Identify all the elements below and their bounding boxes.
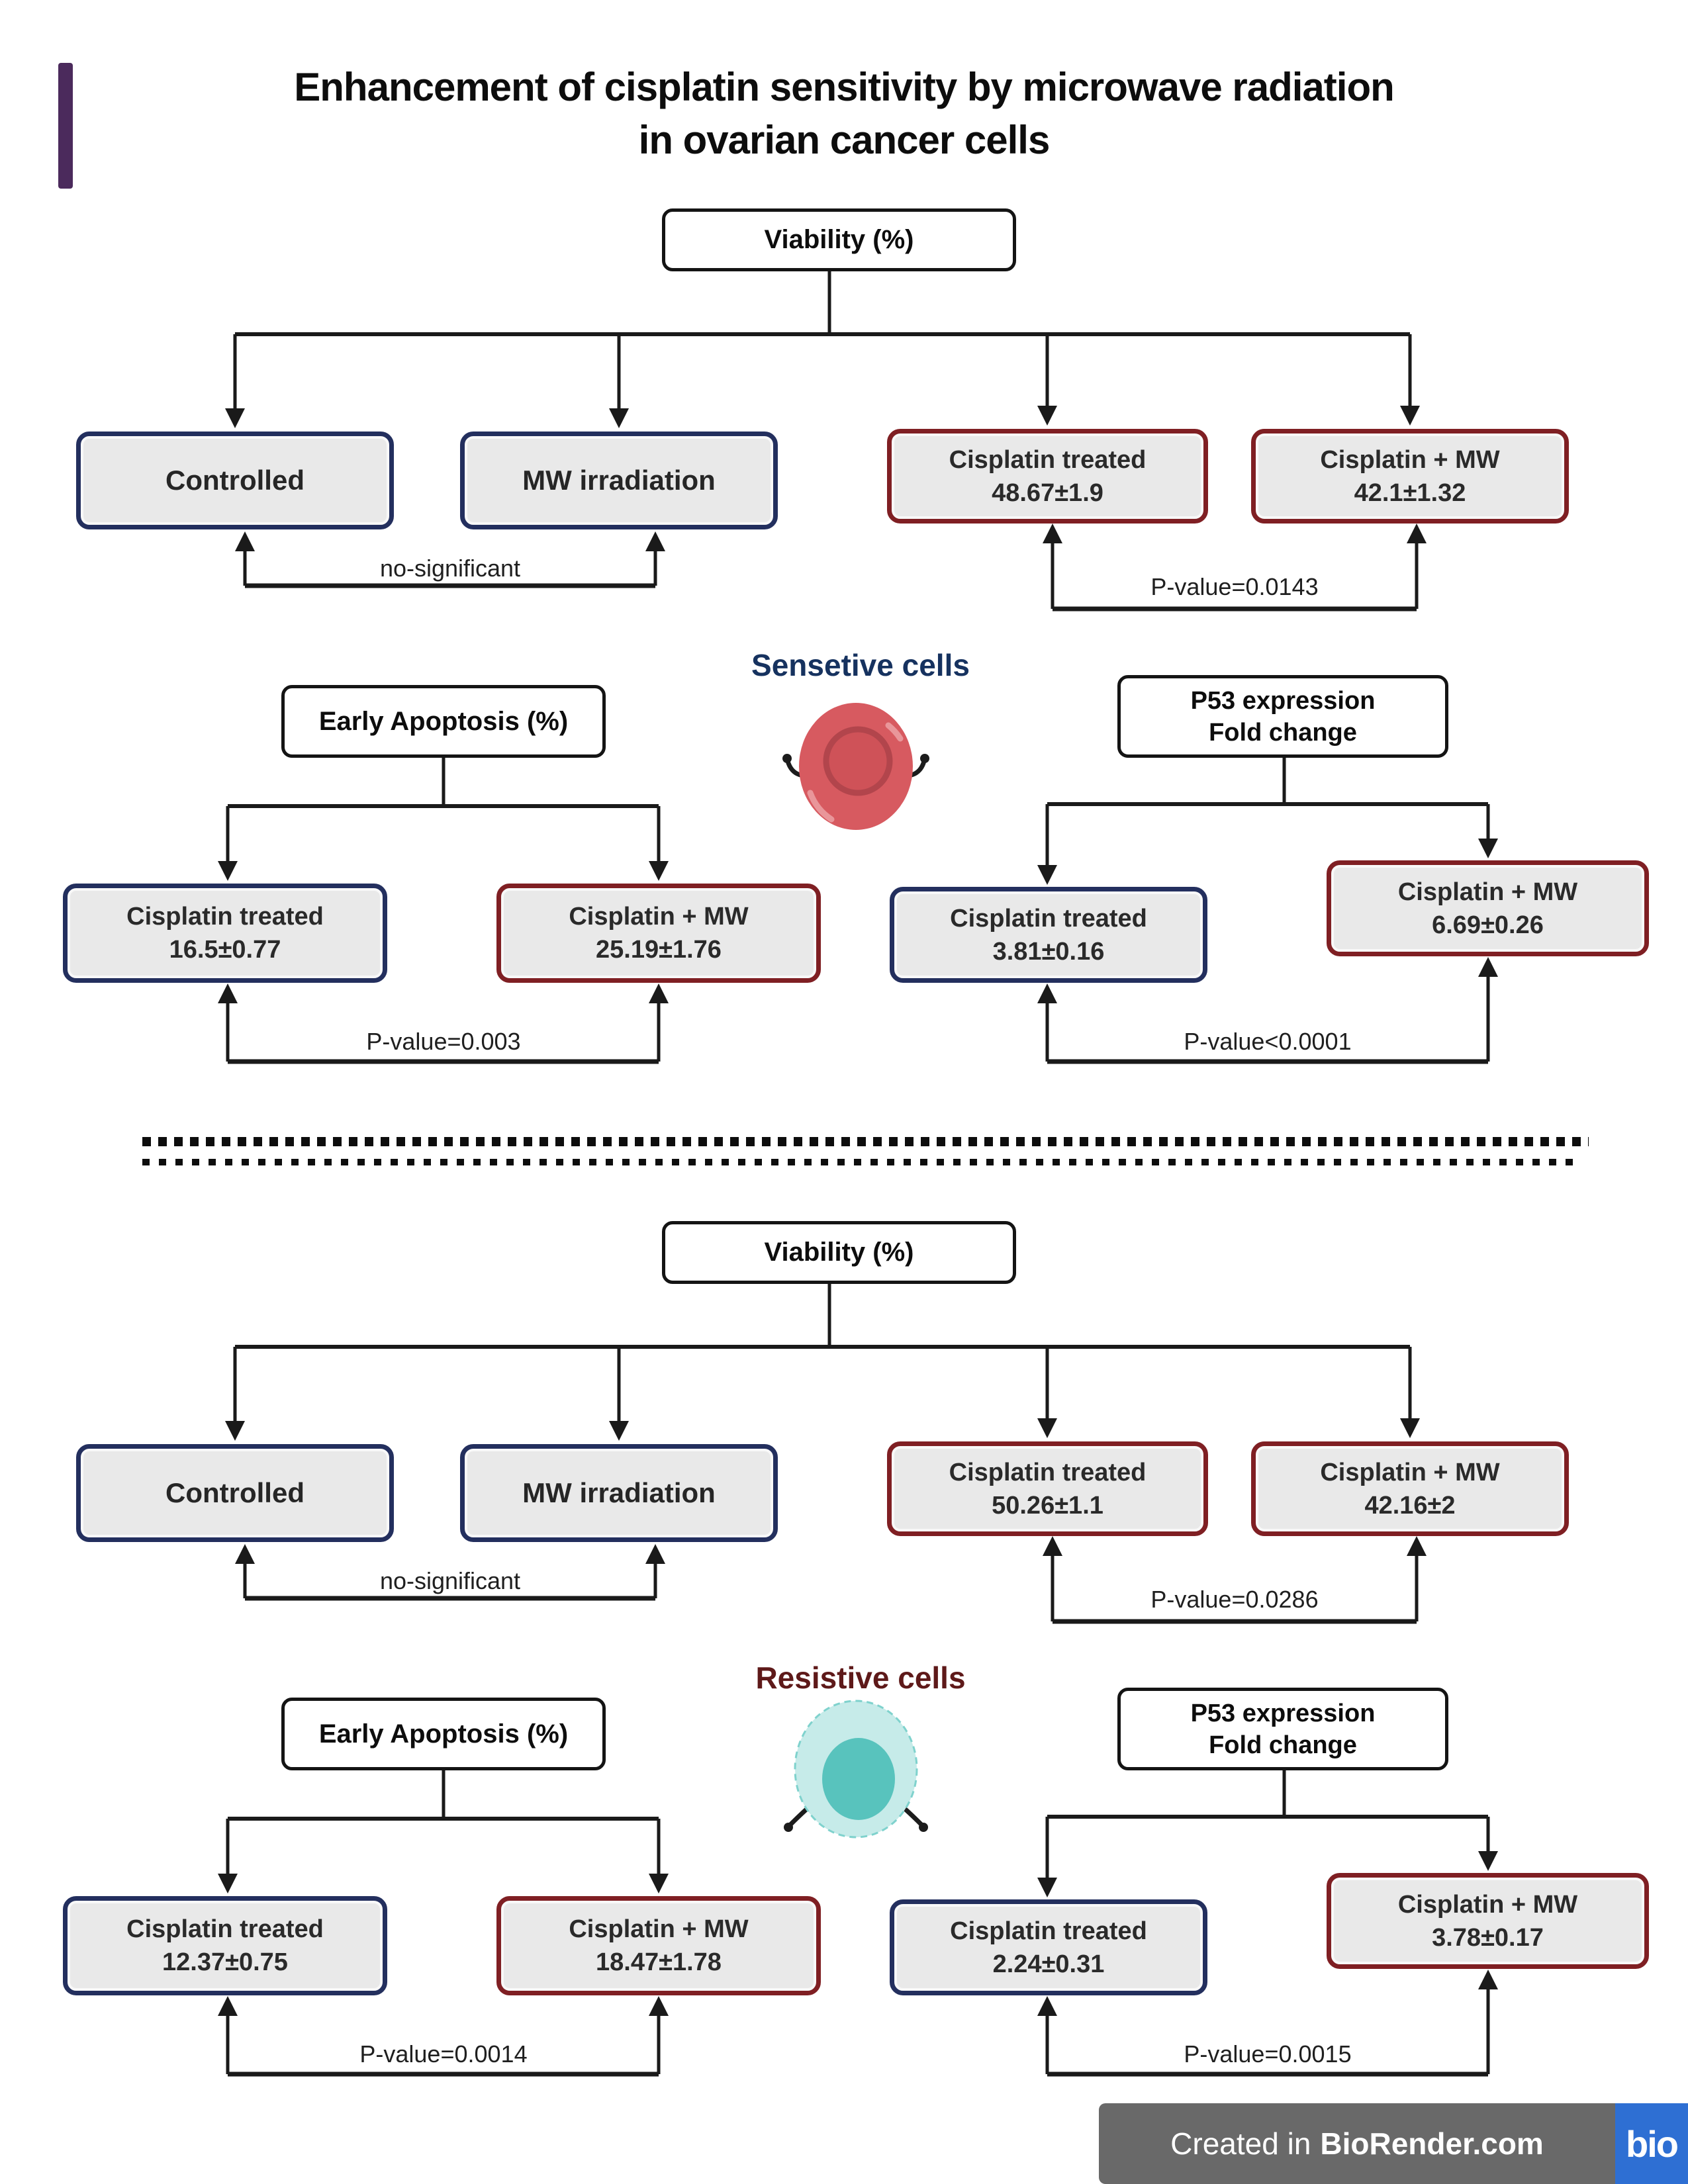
sensitive-cell-icon — [773, 688, 939, 841]
node-label: Cisplatin treated — [950, 904, 1147, 933]
comparison-label-no-significant: no-significant — [379, 555, 521, 582]
node-cisplatin-mw-apoptosis — [496, 884, 821, 983]
node-label-line-1: P53 expression — [1190, 686, 1376, 715]
node-cisplatin-treated-p53 — [890, 887, 1207, 983]
node-label: Cisplatin + MW — [1320, 445, 1500, 474]
cell-type-label: Sensetive cells — [751, 648, 970, 682]
node-cisplatin-treated-viability — [887, 1441, 1208, 1536]
node-label: Early Apoptosis (%) — [318, 1719, 569, 1749]
node-value: 3.81±0.16 — [992, 937, 1105, 966]
node-cisplatin-treated-apoptosis — [63, 1896, 387, 1995]
node-cisplatin-treated-apoptosis — [63, 884, 387, 983]
node-cisplatin-mw-p53 — [1327, 1873, 1649, 1969]
node-value: 12.37±0.75 — [162, 1948, 288, 1976]
node-viability-label: Viability (%) — [764, 1238, 914, 1267]
node-label: Cisplatin + MW — [569, 1915, 749, 1943]
node-early-apoptosis — [281, 1698, 606, 1770]
footer-brand: BioRender.com — [1320, 2126, 1544, 2161]
node-label-line-2: Fold change — [1209, 1731, 1357, 1759]
cell-type-label: Resistive cells — [755, 1661, 966, 1695]
node-label: Cisplatin treated — [949, 1458, 1147, 1486]
node-value: 6.69±0.26 — [1432, 911, 1544, 939]
node-value: 3.78±0.17 — [1432, 1923, 1544, 1952]
node-label: Cisplatin treated — [126, 1915, 324, 1943]
node-cisplatin-mw-apoptosis — [496, 1896, 821, 1995]
node-label: Cisplatin + MW — [1397, 1890, 1578, 1919]
node-label: Cisplatin + MW — [1397, 878, 1578, 906]
biorender-logo-icon: bio — [1615, 2103, 1688, 2184]
node-label: Early Apoptosis (%) — [318, 706, 569, 736]
node-cisplatin-mw-p53 — [1327, 860, 1649, 956]
node-value: 42.16±2 — [1364, 1491, 1456, 1520]
node-controlled — [76, 432, 394, 529]
title-line-2: in ovarian cancer cells — [638, 118, 1050, 162]
comparison-label-pvalue: P-value=0.0143 — [1150, 573, 1319, 600]
node-viability — [662, 208, 1016, 271]
node-value: 42.1±1.32 — [1354, 478, 1466, 507]
node-cisplatin-mw-viability — [1251, 429, 1569, 523]
comparison-label-pvalue: P-value=0.003 — [366, 1028, 521, 1055]
node-label: Cisplatin + MW — [1320, 1458, 1500, 1486]
node-value: 18.47±1.78 — [596, 1948, 722, 1976]
node-label: Cisplatin + MW — [569, 903, 749, 931]
section-resistive — [0, 1013, 1688, 2105]
node-p53-expression — [1117, 1688, 1448, 1770]
node-label: MW irradiation — [522, 1477, 716, 1508]
node-label: Controlled — [165, 465, 305, 496]
comparison-label-pvalue: P-value<0.0001 — [1184, 1028, 1352, 1055]
node-label-line-2: Fold change — [1209, 718, 1357, 747]
comparison-label-pvalue: P-value=0.0286 — [1150, 1586, 1319, 1613]
node-viability-label: Viability (%) — [764, 225, 914, 254]
node-early-apoptosis — [281, 685, 606, 758]
title-line-1: Enhancement of cisplatin sensitivity by microwave radiation — [294, 65, 1394, 109]
node-mw-irradiation — [460, 432, 778, 529]
node-cisplatin-treated-viability — [887, 429, 1208, 523]
comparison-label-no-significant: no-significant — [379, 1567, 521, 1594]
node-label-line-1: P53 expression — [1190, 1699, 1376, 1727]
node-value: 48.67±1.9 — [992, 478, 1103, 507]
node-value: 25.19±1.76 — [596, 936, 722, 964]
node-label: Cisplatin treated — [950, 1917, 1147, 1945]
node-value: 50.26±1.1 — [992, 1491, 1103, 1520]
node-value: 16.5±0.77 — [169, 936, 281, 964]
node-label: MW irradiation — [522, 465, 716, 496]
comparison-label-pvalue: P-value=0.0015 — [1184, 2040, 1352, 2068]
biorender-attribution — [1099, 2103, 1615, 2184]
node-label: Cisplatin treated — [126, 903, 324, 931]
footer-prefix: Created in — [1170, 2126, 1311, 2161]
node-mw-irradiation — [460, 1444, 778, 1542]
node-p53-expression — [1117, 675, 1448, 758]
node-label: Cisplatin treated — [949, 445, 1147, 474]
comparison-label-pvalue: P-value=0.0014 — [359, 2040, 528, 2068]
node-cisplatin-treated-p53 — [890, 1899, 1207, 1995]
resistive-cell-icon — [773, 1691, 939, 1850]
node-controlled — [76, 1444, 394, 1542]
node-viability — [662, 1221, 1016, 1284]
node-cisplatin-mw-viability — [1251, 1441, 1569, 1536]
node-value: 2.24±0.31 — [992, 1950, 1105, 1978]
node-label: Controlled — [165, 1477, 305, 1508]
